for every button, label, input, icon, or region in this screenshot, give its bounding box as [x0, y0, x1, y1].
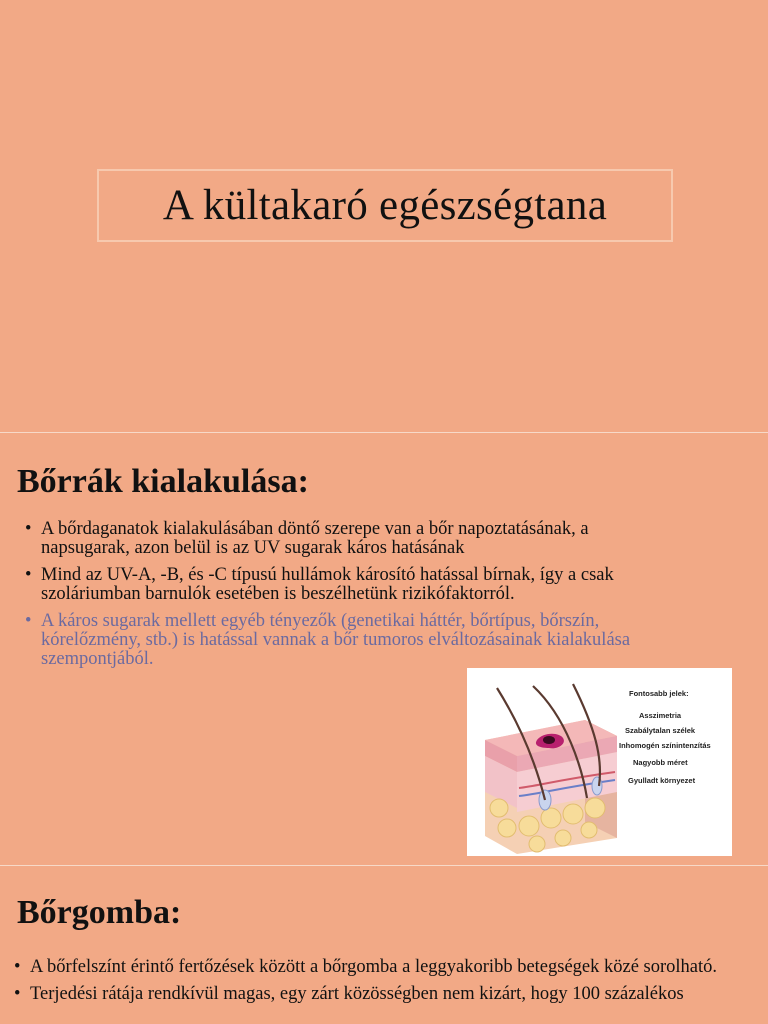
figure-label: Inhomogén színintenzítás: [619, 741, 711, 750]
skin-cross-section-figure: [467, 668, 732, 856]
figure-label: Nagyobb méret: [633, 758, 688, 767]
figure-label-title: Fontosabb jelek:: [629, 689, 689, 698]
list-item: [14, 958, 734, 977]
list-item: [25, 612, 665, 669]
skin-fungus-slide: [0, 866, 768, 1024]
list-item: [25, 520, 665, 558]
bullet-text: A bőrfelszínt érintő fertőzések között a bőrgomba a leggyakoribb betegségek közé sorolható.: [30, 957, 718, 977]
slide-heading: Bőrrák kialakulása:: [17, 463, 309, 500]
bullet-text: A bőrdaganatok kialakulásában döntő szerepe van a bőr napoztatásának, a napsugarak, azon belül is az UV sugarak káros hatásának: [41, 519, 589, 558]
bullet-list: [14, 958, 734, 1012]
list-item: [14, 985, 734, 1004]
title-slide: [0, 0, 768, 432]
bullet-dot: •: [25, 565, 32, 585]
bullet-dot: •: [25, 519, 32, 539]
list-item: [25, 566, 665, 604]
title-box: [97, 169, 673, 242]
bullet-text: Mind az UV-A, -B, és -C típusú hullámok károsító hatással bírnak, így a csak szoláriumban barnulók esetében is beszélhetünk rizikófaktorról.: [41, 565, 614, 604]
bullet-text: A káros sugarak mellett egyéb tényezők (genetikai háttér, bőrtípus, bőrszín, kórelőzmény, stb.) is hatással vannak a bőr tumoros elváltozásainak kialakulása szempontjából.: [41, 611, 631, 669]
slide-heading: Bőrgomba:: [17, 894, 182, 931]
bullet-dot: •: [25, 611, 32, 631]
bullet-dot: •: [14, 984, 21, 1004]
skin-illustration: [467, 668, 732, 856]
figure-label: Gyulladt környezet: [628, 776, 696, 785]
figure-label: Szabálytalan szélek: [625, 726, 696, 735]
bullet-text: Terjedési rátája rendkívül magas, egy zárt közösségben nem kizárt, hogy 100 százalékos: [30, 984, 684, 1004]
slide-title: A kültakaró egészségtana: [162, 182, 608, 229]
bullet-dot: •: [14, 957, 21, 977]
figure-label: Asszimetria: [639, 711, 682, 720]
skin-cancer-slide: [0, 433, 768, 865]
bullet-list: [25, 520, 665, 677]
